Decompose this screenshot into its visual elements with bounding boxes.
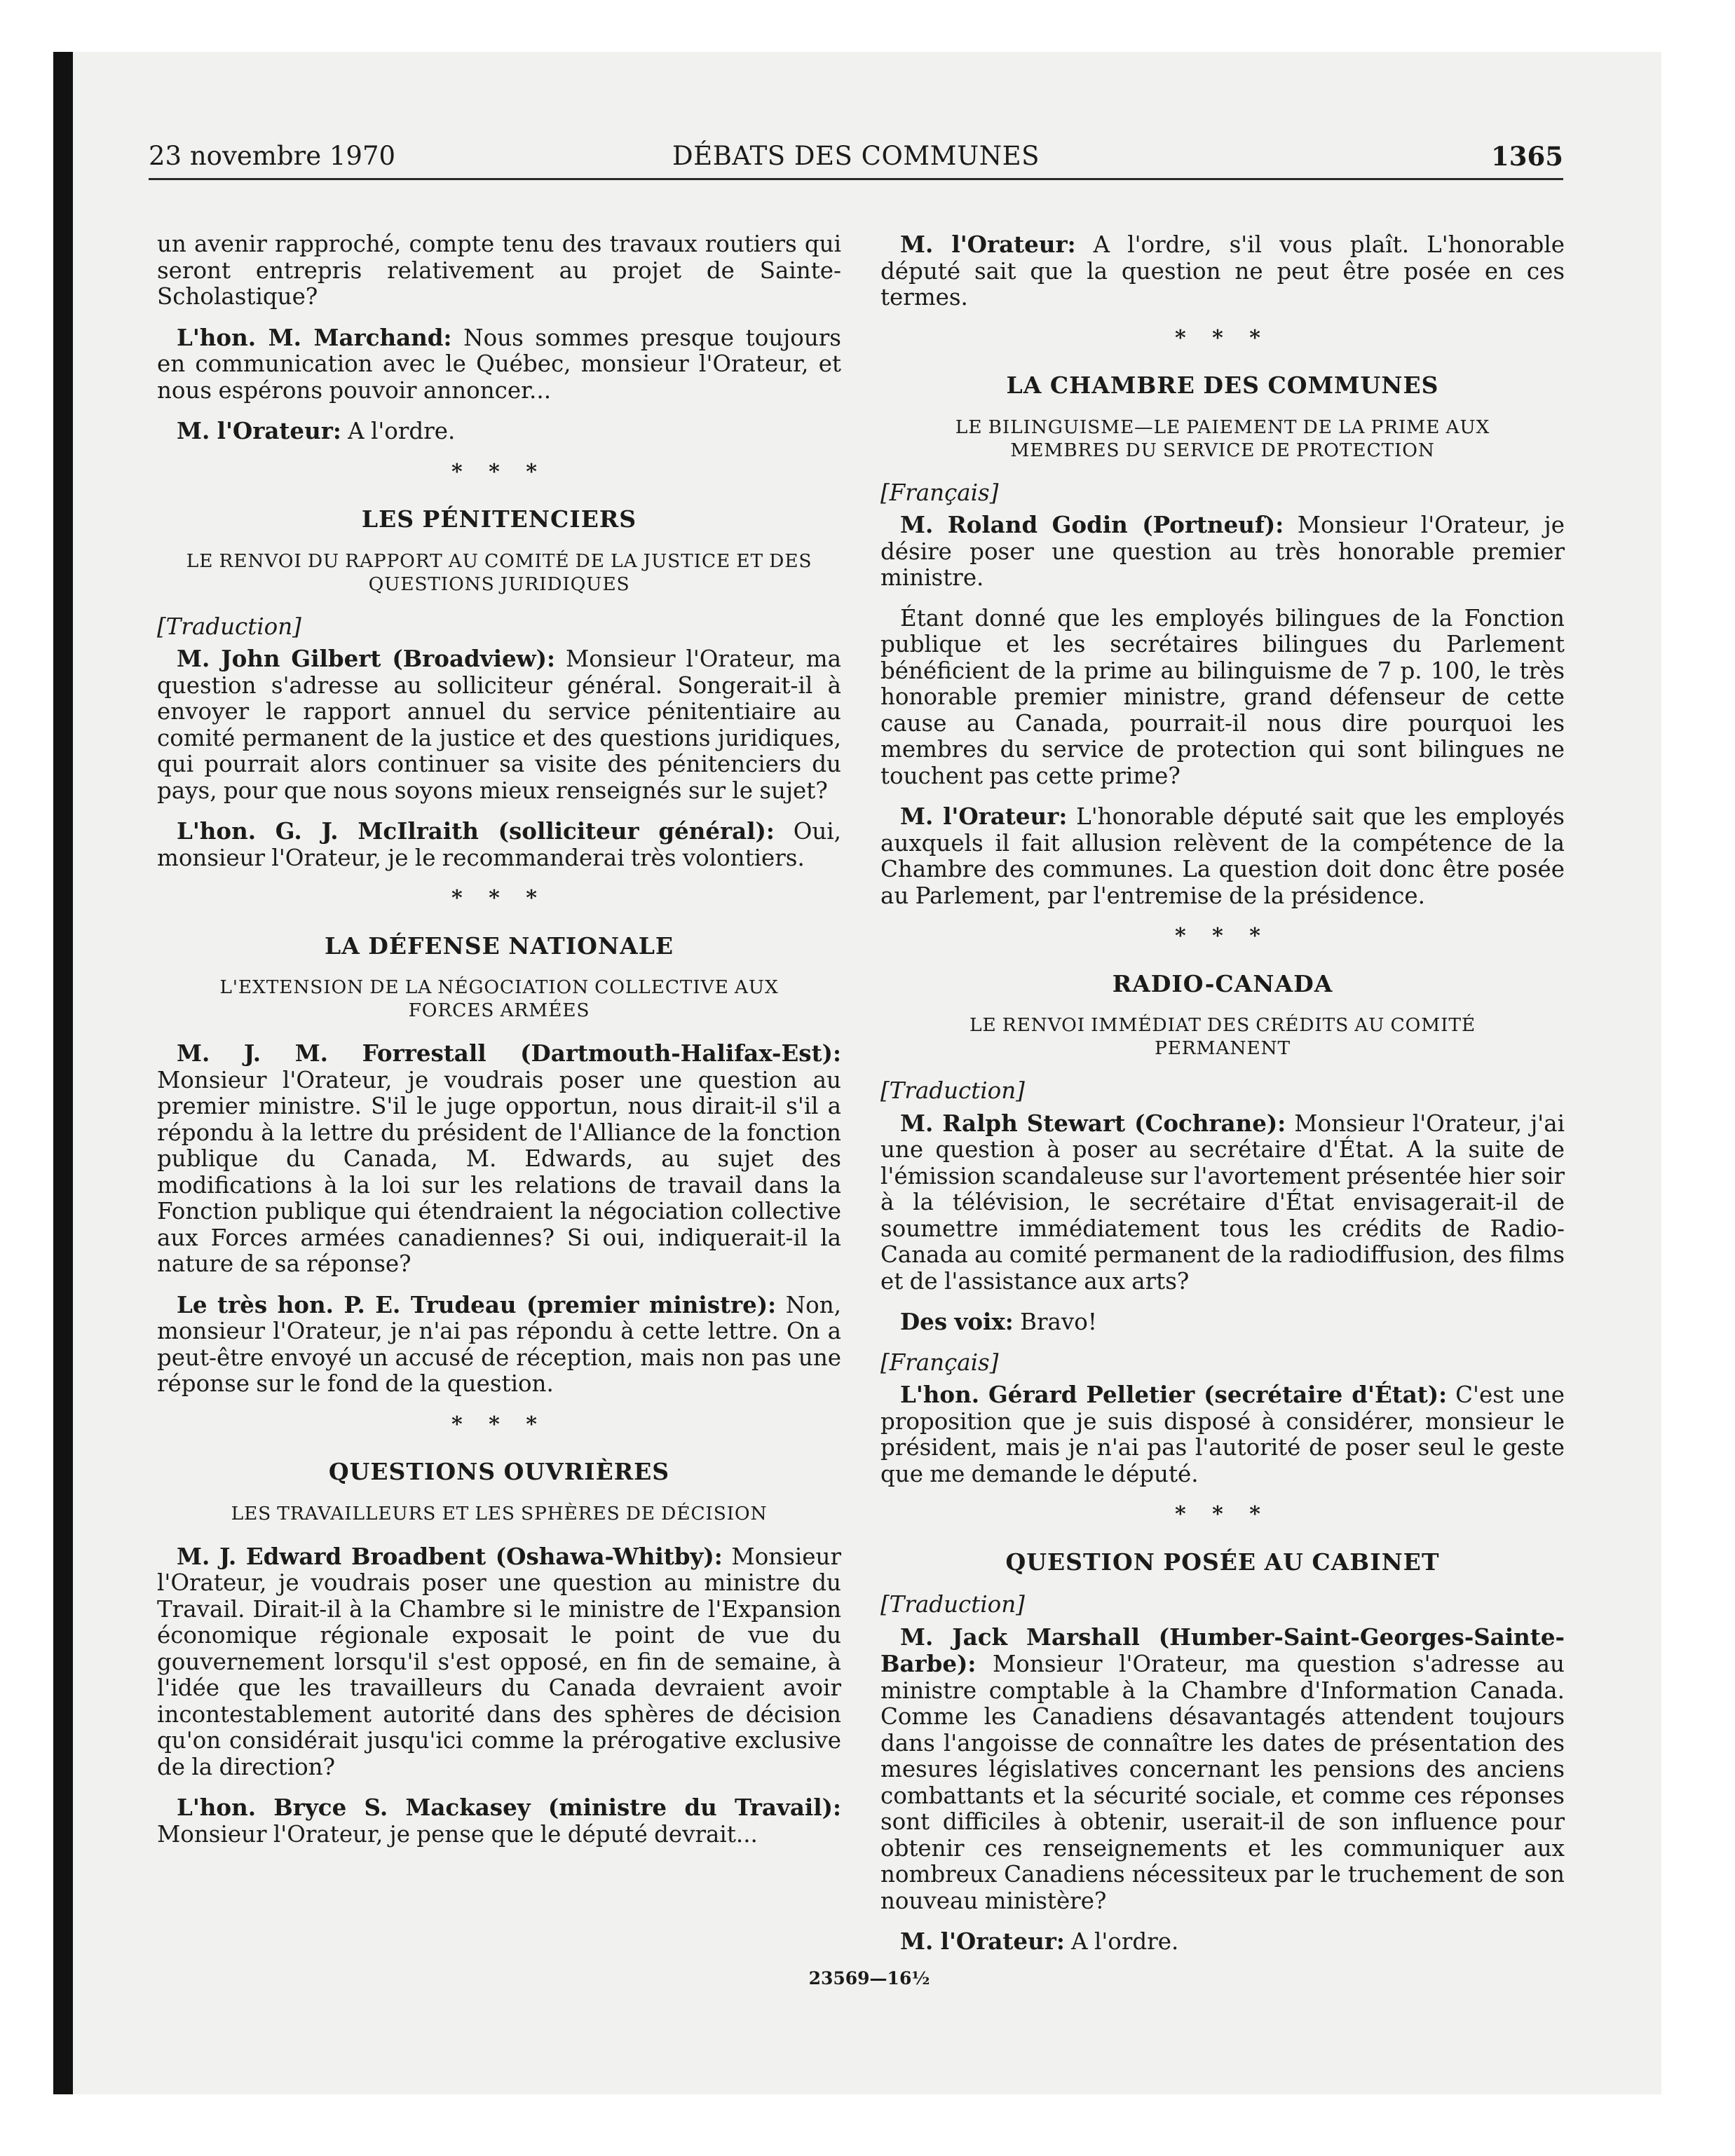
speech-text: A l'ordre.: [1064, 1928, 1179, 1955]
speech-text: Oui, monsieur l'Orateur, je le recommanderai très volontiers.: [157, 818, 842, 871]
speech-text: A l'ordre, s'il vous plaît. L'honorable député sait que la question ne peut être posée en ces termes.: [880, 231, 1565, 311]
paragraph: [880, 803, 1565, 909]
speech-text: L'honorable député sait que les employés auxquels il fait allusion relèvent de la compétence de la Chambre des communes. La question doit donc être posée au Parlement, par l'entremise de la présidence.: [880, 803, 1565, 909]
paragraph: [880, 1624, 1565, 1915]
section-separator: * * *: [451, 459, 547, 484]
paragraph: [157, 1040, 841, 1278]
speech-text: Monsieur l'Orateur, ma question s'adresse au ministre comptable à la Chambre d'Information Canada. Comme les Canadiens désavantagés attendent toujours dans l'angoisse de connaître les dates de présentation des mesures législatives concernant les pensions des anciens combattants et la sécurité sociale, et comme ces réponses sont difficiles à obtenir, userait-il de son influence pour obtenir ces renseignements et les communiquer aux nombreux Canadiens nécessiteux par le truchement de son nouveau ministère?: [880, 1651, 1565, 1914]
header-date: 23 novembre 1970: [149, 141, 396, 171]
speaker-name: Le très hon. P. E. Trudeau (premier ministre):: [177, 1290, 777, 1318]
section-subheading: LE RENVOI IMMÉDIAT DES CRÉDITS AU COMITÉ PERMANENT: [969, 1014, 1476, 1059]
speaker-name: L'hon. M. Marchand:: [177, 323, 452, 351]
page-number: 1365: [1491, 141, 1563, 172]
speech-text: A l'ordre.: [341, 418, 456, 444]
left-column: [157, 231, 841, 1862]
running-header: [149, 137, 1563, 180]
language-note: [Traduction]: [880, 1591, 1025, 1618]
section-subheading: L'EXTENSION DE LA NÉGOCIATION COLLECTIVE AUX FORCES ARMÉES: [219, 976, 779, 1021]
speech-text: C'est une proposition que je suis disposé à considérer, monsieur le président, mais je n'ai pas l'autorité de poser seul le geste que me demande le député.: [880, 1381, 1565, 1487]
paragraph: [157, 818, 841, 871]
speaker-name: M. J. M. Forrestall (Dartmouth-Halifax-Est):: [177, 1039, 841, 1067]
paragraph: [880, 231, 1565, 311]
section-subheading: LES TRAVAILLEURS ET LES SPHÈRES DE DÉCISION: [231, 1502, 768, 1524]
speaker-name: L'hon. Bryce S. Mackasey (ministre du Travail):: [177, 1794, 841, 1821]
printer-signature: 23569—16½: [808, 1968, 930, 1988]
paragraph: Étant donné que les employés bilingues de la Fonction publique et les secrétaires bilingues du Parlement bénéficient de la prime au bilinguisme de 7 p. 100, le très honorable premier ministre, grand défenseur de cette cause au Canada, pourrait-il nous dire pourquoi les membres du service de protection qui sont bilingues ne touchent pas cette prime?: [880, 604, 1565, 789]
section-separator: * * *: [1175, 924, 1270, 948]
paragraph: un avenir rapproché, compte tenu des travaux routiers qui seront entrepris relativement au projet de Sainte-Scholastique?: [157, 231, 841, 310]
paragraph: [157, 1543, 841, 1781]
paragraph: [157, 646, 841, 804]
speaker-name: M. J. Edward Broadbent (Oshawa-Whitby):: [177, 1542, 723, 1570]
speech-text: Non, monsieur l'Orateur, je n'ai pas répondu à cette lettre. On a peut-être envoyé un accusé de réception, mais non pas une réponse sur le fond de la question.: [157, 1291, 841, 1397]
paragraph: [157, 325, 841, 404]
paragraph: [880, 1110, 1565, 1295]
speaker-name: L'hon. G. J. McIlraith (solliciteur général):: [177, 817, 775, 845]
speaker-name: M. John Gilbert (Broadview):: [177, 645, 556, 672]
speech-text: Monsieur l'Orateur, je voudrais poser une question au premier ministre. S'il le juge opportun, nous dirait-il s'il a répondu à la lettre du président de l'Alliance de la fonction publique du Canada, M. Edwards, au sujet des modifications à la loi sur les relations de travail dans la Fonction publique qui étendraient la négociation collective aux Forces armées canadiennes? Si oui, indiquerait-il la nature de sa réponse?: [157, 1066, 841, 1277]
section-subheading: LE BILINGUISME—LE PAIEMENT DE LA PRIME AUX MEMBRES DU SERVICE DE PROTECTION: [955, 416, 1490, 461]
speech-text: Nous sommes presque toujours en communication avec le Québec, monsieur l'Orateur, et nous espérons pouvoir annoncer...: [157, 324, 841, 404]
paragraph: [880, 512, 1565, 592]
section-separator: * * *: [451, 1412, 547, 1437]
speaker-name: M. l'Orateur:: [900, 231, 1076, 258]
section-heading: LA CHAMBRE DES COMMUNES: [1006, 371, 1439, 399]
section-heading: QUESTIONS OUVRIÈRES: [328, 1458, 670, 1485]
right-column: [880, 231, 1565, 1970]
paragraph: [880, 1928, 1565, 1956]
speech-text: Monsieur l'Orateur, je voudrais poser une question au ministre du Travail. Dirait-il à la Chambre si le ministre de l'Expansion économique régionale exposait le point de vue du gouvernement lorsqu'il s'est opposé, en fin de semaine, à l'idée que les travailleurs du Canada devraient avoir incontestablement autorité dans des sphères de décision qu'on considérait jusqu'ici comme la prérogative exclusive de la direction?: [157, 1543, 841, 1780]
section-heading: LA DÉFENSE NATIONALE: [324, 932, 674, 960]
speaker-name: M. l'Orateur:: [900, 1928, 1065, 1955]
paragraph: [157, 1292, 841, 1398]
section-separator: * * *: [1175, 1502, 1270, 1527]
speaker-name: M. Jack Marshall (Humber-Saint-Georges-Sainte-Barbe):: [880, 1623, 1565, 1677]
paragraph: [880, 1309, 1565, 1336]
section-heading: LES PÉNITENCIERS: [361, 505, 637, 533]
speech-text: Monsieur l'Orateur, je pense que le député devrait...: [157, 1820, 758, 1848]
scan-edge-bar: [53, 52, 73, 2094]
section-separator: * * *: [451, 886, 547, 910]
language-note: [Français]: [880, 1349, 999, 1376]
paragraph: [157, 418, 841, 445]
speaker-name: Des voix:: [900, 1308, 1014, 1335]
language-note: [Français]: [880, 479, 999, 506]
speaker-name: M. Ralph Stewart (Cochrane):: [900, 1109, 1286, 1137]
speech-text: Monsieur l'Orateur, ma question s'adresse au solliciteur général. Songerait-il à envoyer le rapport annuel du service pénitentiaire au comité permanent de la justice et des questions juridiques, qui pourrait alors continuer sa visite des pénitenciers du pays, pour que nous soyons mieux renseignés sur le sujet?: [157, 646, 841, 804]
speech-text: Bravo!: [1013, 1309, 1097, 1335]
speaker-name: M. l'Orateur:: [900, 803, 1068, 830]
language-note: [Traduction]: [880, 1077, 1025, 1104]
section-heading: RADIO-CANADA: [1112, 969, 1333, 997]
paragraph: [880, 1381, 1565, 1487]
speech-text: Monsieur l'Orateur, j'ai une question à poser au secrétaire d'État. A la suite de l'émission scandaleuse sur l'avortement présentée hier soir à la télévision, le secrétaire d'État envisagerait-il de soumettre immédiatement tous les crédits de Radio-Canada au comité permanent de la radiodiffusion, des films et de l'assistance aux arts?: [880, 1110, 1565, 1295]
speaker-name: M. Roland Godin (Portneuf):: [900, 511, 1284, 538]
header-title: DÉBATS DES COMMUNES: [672, 141, 1040, 171]
section-separator: * * *: [1175, 325, 1270, 350]
speaker-name: L'hon. Gérard Pelletier (secrétaire d'État):: [900, 1381, 1448, 1408]
section-heading: QUESTION POSÉE AU CABINET: [1005, 1548, 1440, 1576]
speech-text: Monsieur l'Orateur, je désire poser une question au très honorable premier ministre.: [880, 512, 1565, 591]
speaker-name: M. l'Orateur:: [177, 417, 341, 444]
language-note: [Traduction]: [157, 613, 301, 640]
section-subheading: LE RENVOI DU RAPPORT AU COMITÉ DE LA JUSTICE ET DES QUESTIONS JURIDIQUES: [186, 550, 812, 595]
paragraph: [157, 1794, 841, 1848]
